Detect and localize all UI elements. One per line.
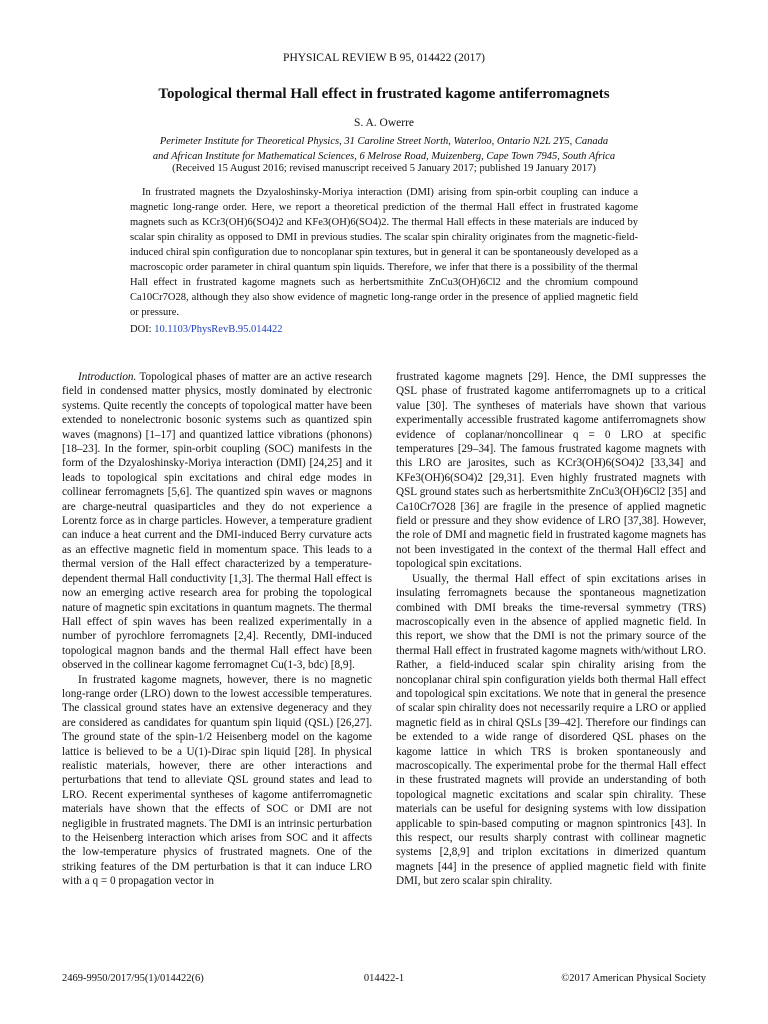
right-paragraph-1: frustrated kagome magnets [29]. Hence, the DMI suppresses the QSL phase of frustrated kagome antiferromagnets up to a critical value [30]. The syntheses of materials have shown that various experimentally accessible frustrated kagome antiferromagnets show evidence of coplanar/noncollinear q = 0 LRO at specific temperatures [29–34]. The famous frustrated kagome magnets with this LRO are jarosites, such as KCr3(OH)6(SO4)2 [33,34] and KFe3(OH)6(SO4)2 [29,31]. Even highly frustrated magnets with QSL ground states such as herbertsmithite ZnCu3(OH)6Cl2 [35] and Ca10Cr7O28 [36] are fragile in the presence of applied magnetic field or pressure and they show evidence of LRO [37,38]. However, the role of DMI and magnetic field in frustrated kagome magnets has not been investigated in the context of the thermal Hall effect and topological spin excitations. (396, 371, 706, 571)
footer-issn: 2469-9950/2017/95(1)/014422(6) (62, 973, 204, 984)
abstract: In frustrated magnets the Dzyaloshinsky-Moriya interaction (DMI) arising from spin-orbit coupling can induce a magnetic long-range order. Here, we report a theoretical prediction of the thermal Hall effect in frustrated kagome magnets such as KCr3(OH)6(SO4)2 and KFe3(OH)6(SO4)2. The thermal Hall effects in these materials are induced by scalar spin chirality as opposed to DMI in previous studies. The scalar spin chirality originates from the magnetic-field-induced chiral spin configuration due to noncoplanar spin textures, but in general it can be spontaneously developed as a macroscopic order parameter in chiral quantum spin liquids. Therefore, we infer that there is a possibility of the thermal Hall effect in frustrated kagome magnets such as herbertsmithite ZnCu3(OH)6Cl2 and the chromium compound Ca10Cr7O28, although they also show evidence of magnetic long-range order in the presence of applied magnetic field or pressure. (130, 187, 638, 318)
doi-link[interactable]: 10.1103/PhysRevB.95.014422 (154, 324, 283, 335)
left-paragraph-1 (62, 370, 372, 673)
affiliation (40, 134, 728, 164)
footer-copyright: ©2017 American Physical Society (561, 973, 706, 984)
paper-title: Topological thermal Hall effect in frustrated kagome antiferromagnets (158, 86, 610, 102)
author-name: S. A. Owerre (353, 117, 415, 129)
right-paragraph-2: Usually, the thermal Hall effect of spin excitations arises in insulating ferromagnets because the spontaneous magnetization combined with DMI breaks the time-reversal symmetry (TRS) macroscopically even in the absence of applied magnetic field. In this report, we show that the DMI is not the primary source of the thermal Hall effect in frustrated kagome magnets with/without LRO. Rather, a field-induced scalar spin chirality arising from the noncoplanar chiral spin configuration yields both thermal Hall effect and topological spin excitations. We note that in general the presence of scalar spin chirality does not necessarily require a LRO or applied magnetic field as in chiral QSLs [39–42]. Therefore our findings can be extended to a wide range of disordered QSL phases on the kagome lattice in which TRS is broken spontaneously and macroscopically. The experimental probe for the thermal Hall effect in these frustrated magnets will provide an understanding of both topological magnetic excitations and scalar spin chirality. These materials can be useful for designing systems with low dissipation applicable to spin-based computing or magnon spintronics [43]. In this respect, our results sharply contrast with collinear magnetic systems [2,8,9] and triplon excitations in dimerized quantum magnets [44] in the presence of applied magnetic field with finite DMI, but zero scalar spin chirality. (396, 572, 706, 888)
doi-line (130, 324, 282, 335)
footer-page-number: 014422-1 (363, 973, 405, 984)
affiliation-line-1: Perimeter Institute for Theoretical Physics, 31 Caroline Street North, Waterloo, Ontario N2L 2Y5, Canada (159, 136, 609, 147)
left-paragraph-2: In frustrated kagome magnets, however, there is no magnetic long-range order (LRO) down to the lowest accessible temperatures. The classical ground states have an extensive degeneracy and they are considered as candidates for quantum spin liquid (QSL) [26,27]. The ground state of the spin-1/2 Heisenberg model on the kagome lattice is believed to be a U(1)-Dirac spin liquid [28]. In physical realistic materials, however, there are other interactions and perturbations that tend to alleviate QSL ground states and lead to LRO. Recent experimental syntheses of kagome antiferromagnetic materials have shown that the effects of SOC or DMI are not negligible in frustrated magnets. The DMI is an intrinsic perturbation to the Heisenberg interaction which arises from SOC and it affects the low-temperature physics of frustrated magnets. One of the striking features of the DM perturbation is that it can induce LRO with a q = 0 propagation vector in (62, 673, 372, 888)
left-paragraph-1-text: Topological phases of matter are an active research field in condensed matter physics, mostly dominated by electronic systems. Quite recently the concepts of topological matter have been extended to nonelectronic bosonic systems such as quantized spin waves (magnons) [1–17] and quantized lattice vibrations (phonons) [18–23]. In the former, spin-orbit coupling (SOC) manifests in the form of the Dzyaloshinsky-Moriya interaction (DMI) [24,25] and it leads to topological spin excitations and chiral edge modes in collinear ferromagnets [5,6]. The quantized spin waves or magnons are charge-neutral quasiparticles and they do not experience a Lorentz force as in charge particles. However, a temperature gradient can induce a heat current and the DMI-induced Berry curvature acts as an effective magnetic field in momentum space. This leads to a thermal version of the Hall effect characterized by a temperature-dependent thermal Hall conductivity [1,3]. The thermal Hall effect is now an emerging active research area for probing the topological nature of magnetic spin excitations in quantum magnets. The thermal Hall effect of spin waves has been realized experimentally in a number of pyrochlore ferromagnets [2,4]. Recently, DMI-induced topological magnon bands and the thermal Hall effect have been observed in the collinear kagome ferromagnet Cu(1-3, bdc) [8,9]. (62, 371, 372, 672)
affiliation-line-2: and African Institute for Mathematical Sciences, 6 Melrose Road, Muizenberg, Cape Town 7945, South Africa (152, 151, 616, 162)
intro-lead: Introduction. (78, 371, 137, 383)
left-column (62, 370, 372, 889)
journal-header: PHYSICAL REVIEW B 95, 014422 (2017) (283, 52, 485, 64)
right-column (396, 370, 706, 889)
publication-dates: (Received 15 August 2016; revised manuscript received 5 January 2017; published 19 January 2017) (172, 163, 596, 174)
doi-label: DOI: (130, 324, 152, 335)
